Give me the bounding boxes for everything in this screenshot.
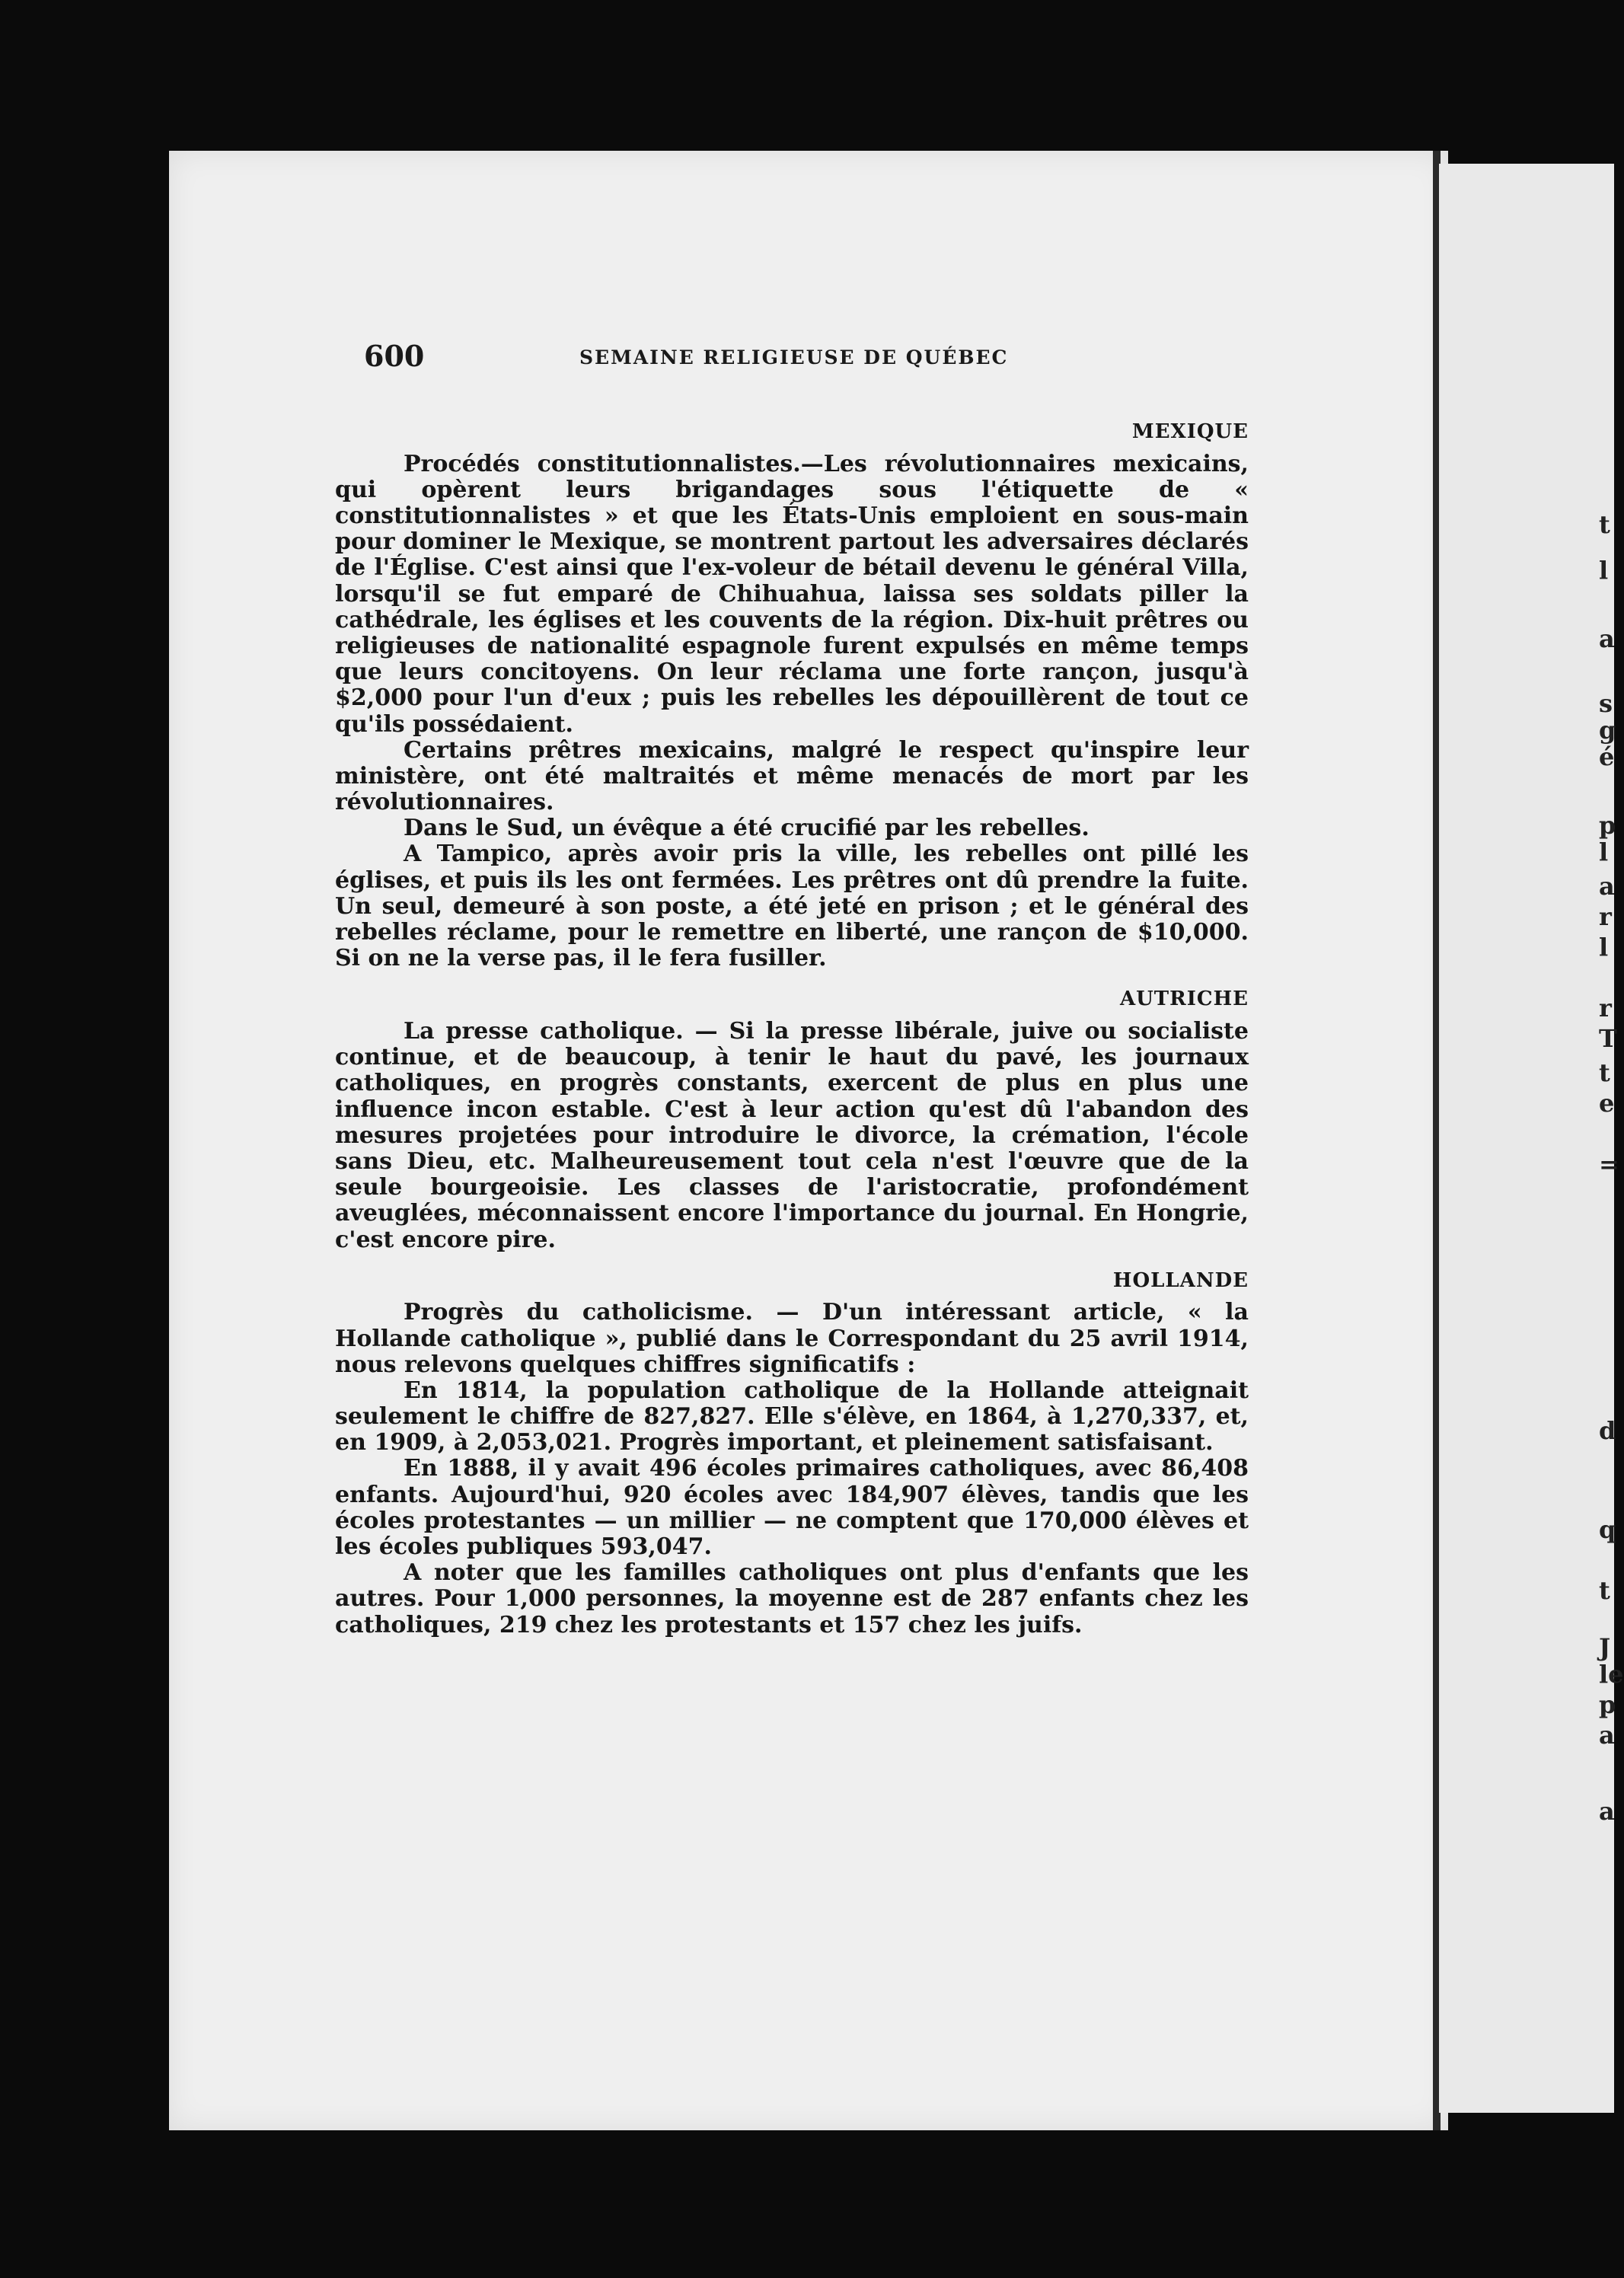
paragraph-text: — D'un intéressant article, « la Hollande catholique », publié dans le Correspondant du 25 avril 1914, nous relevons quelques chiffres significatifs : xyxy=(335,1299,1249,1378)
adjacent-page-fragment: r xyxy=(1599,902,1612,931)
paragraph xyxy=(335,1456,1249,1560)
adjacent-page-fragment: é xyxy=(1599,742,1615,771)
paragraph-text: Certains prêtres mexicains, malgré le respect qu'inspire leur ministère, ont été maltraités et même menacés de mort par les révolutionnaires. xyxy=(335,736,1249,816)
paragraph xyxy=(335,1378,1249,1456)
paragraph-text: En 1888, il y avait 496 écoles primaires catholiques, avec 86,408 enfants. Aujourd'hui, 920 écoles avec 184,907 élèves, tandis que les écoles protestantes — un millier — ne comptent que 170,000 élèves et les écoles publiques 593,047. xyxy=(335,1455,1249,1560)
adjacent-page-fragment: p xyxy=(1599,1690,1616,1719)
adjacent-page-fragment: l xyxy=(1599,933,1609,962)
section-heading-hollande: HOLLANDE xyxy=(1112,1268,1249,1292)
adjacent-page-fragment: t xyxy=(1599,1576,1610,1605)
paragraph xyxy=(335,841,1249,972)
page-number: 600 xyxy=(364,339,425,373)
paragraph-text: — Si la presse libérale, juive ou socialiste continue, et de beaucoup, à tenir le haut du pavé, les journaux catholiques, en progrès constants, exercent de plus en plus une influence incon estable. C'est à leur action qu'est dû l'abandon des mesures projetées pour introduire le divorce, la crémation, l'école sans Dieu, etc. Malheureusement tout cela n'est l'œuvre que de la seule bourgeoisie. Les classes de l'aristocratie, profondément aveuglées, méconnaissent encore l'importance du journal. En Hongrie, c'est encore pire. xyxy=(335,1018,1249,1253)
adjacent-page-fragment: T xyxy=(1599,1024,1617,1053)
paragraph-text: En 1814, la population catholique de la Hollande atteignait seulement le chiffre de 827,827. Elle s'élève, en 1864, à 1,270,337, et, en 1909, à 2,053,021. Progrès important, et pleinement satisfaisant. xyxy=(335,1377,1249,1456)
section-heading-mexique: MEXIQUE xyxy=(1131,420,1249,443)
adjacent-page-fragment: r xyxy=(1599,994,1612,1023)
adjacent-page-fragment: a xyxy=(1599,872,1615,901)
page-header xyxy=(364,339,1308,377)
paragraph-lead: Procédés constitutionnalistes. xyxy=(404,450,801,477)
paragraph xyxy=(335,1019,1249,1253)
running-title: SEMAINE RELIGIEUSE DE QUÉBEC xyxy=(579,346,1009,368)
paragraph xyxy=(335,738,1249,816)
paragraph xyxy=(335,1560,1249,1638)
paragraph-text: —Les révolutionnaires mexicains, qui opèrent leurs brigandages sous l'étiquette de « constitutionnalistes » et que les États-Unis emploient en sous-main pour dominer le Mexique, se montrent partout les adversaires déclarés de l'Église. C'est ainsi que l'ex-voleur de bétail devenu le général Villa, lorsqu'il se fut emparé de Chihuahua, laissa ses soldats piller la cathédrale, les églises et les couvents de la région. Dix-huit prêtres ou religieuses de nationalité espagnole furent expulsés en même temps que leurs concitoyens. On leur réclama une forte rançon, jusqu'à $2,000 pour l'un d'eux ; puis les rebelles les dépouillèrent de tout ce qu'ils possédaient. xyxy=(335,450,1249,738)
paragraph-text: A Tampico, après avoir pris la ville, les rebelles ont pillé les églises, et puis ils les ont fermées. Les prêtres ont dû prendre la fuite. Un seul, demeuré à son poste, a été jeté en prison ; et le général des rebelles réclame, pour le remettre en liberté, une rançon de $10,000. Si on ne la verse pas, il le fera fusiller. xyxy=(335,841,1249,972)
paragraph-lead: Progrès du catholicisme. xyxy=(404,1299,753,1326)
adjacent-page-edge xyxy=(1439,164,1624,2113)
adjacent-page-fragment: J xyxy=(1599,1633,1611,1662)
paragraph-text: Dans le Sud, un évêque a été crucifié par les rebelles. xyxy=(404,815,1090,842)
section-heading-autriche: AUTRICHE xyxy=(1119,987,1249,1011)
paragraph-text: A noter que les familles catholiques ont plus d'enfants que les autres. Pour 1,000 personnes, la moyenne est de 287 enfants chez les catholiques, 219 chez les protestants et 157 chez les juifs. xyxy=(335,1559,1249,1638)
adjacent-page-fragment: q xyxy=(1599,1515,1616,1544)
adjacent-page-fragment: t xyxy=(1599,510,1610,539)
paragraph-lead: La presse catholique. xyxy=(404,1018,684,1045)
adjacent-page-fragment: = xyxy=(1599,1150,1619,1179)
adjacent-page-fragment: t xyxy=(1599,1058,1610,1087)
article-body xyxy=(335,421,1249,1638)
adjacent-page-fragment: a xyxy=(1599,624,1615,653)
paragraph xyxy=(335,1300,1249,1378)
adjacent-page-fragment: l xyxy=(1599,556,1609,585)
adjacent-page-fragment: s xyxy=(1599,689,1613,718)
adjacent-page-fragment: d xyxy=(1599,1416,1616,1445)
adjacent-page-fragment: a xyxy=(1599,1721,1615,1750)
adjacent-page-fragment: l xyxy=(1599,838,1609,866)
adjacent-page-fragment: e xyxy=(1599,1089,1615,1118)
paragraph xyxy=(335,815,1249,841)
adjacent-page-fragment: le xyxy=(1599,1660,1624,1689)
adjacent-page-fragment: a xyxy=(1599,1797,1615,1826)
adjacent-page-fragment: p xyxy=(1599,811,1616,840)
paragraph xyxy=(335,451,1249,738)
adjacent-page-fragment: g xyxy=(1599,716,1616,745)
